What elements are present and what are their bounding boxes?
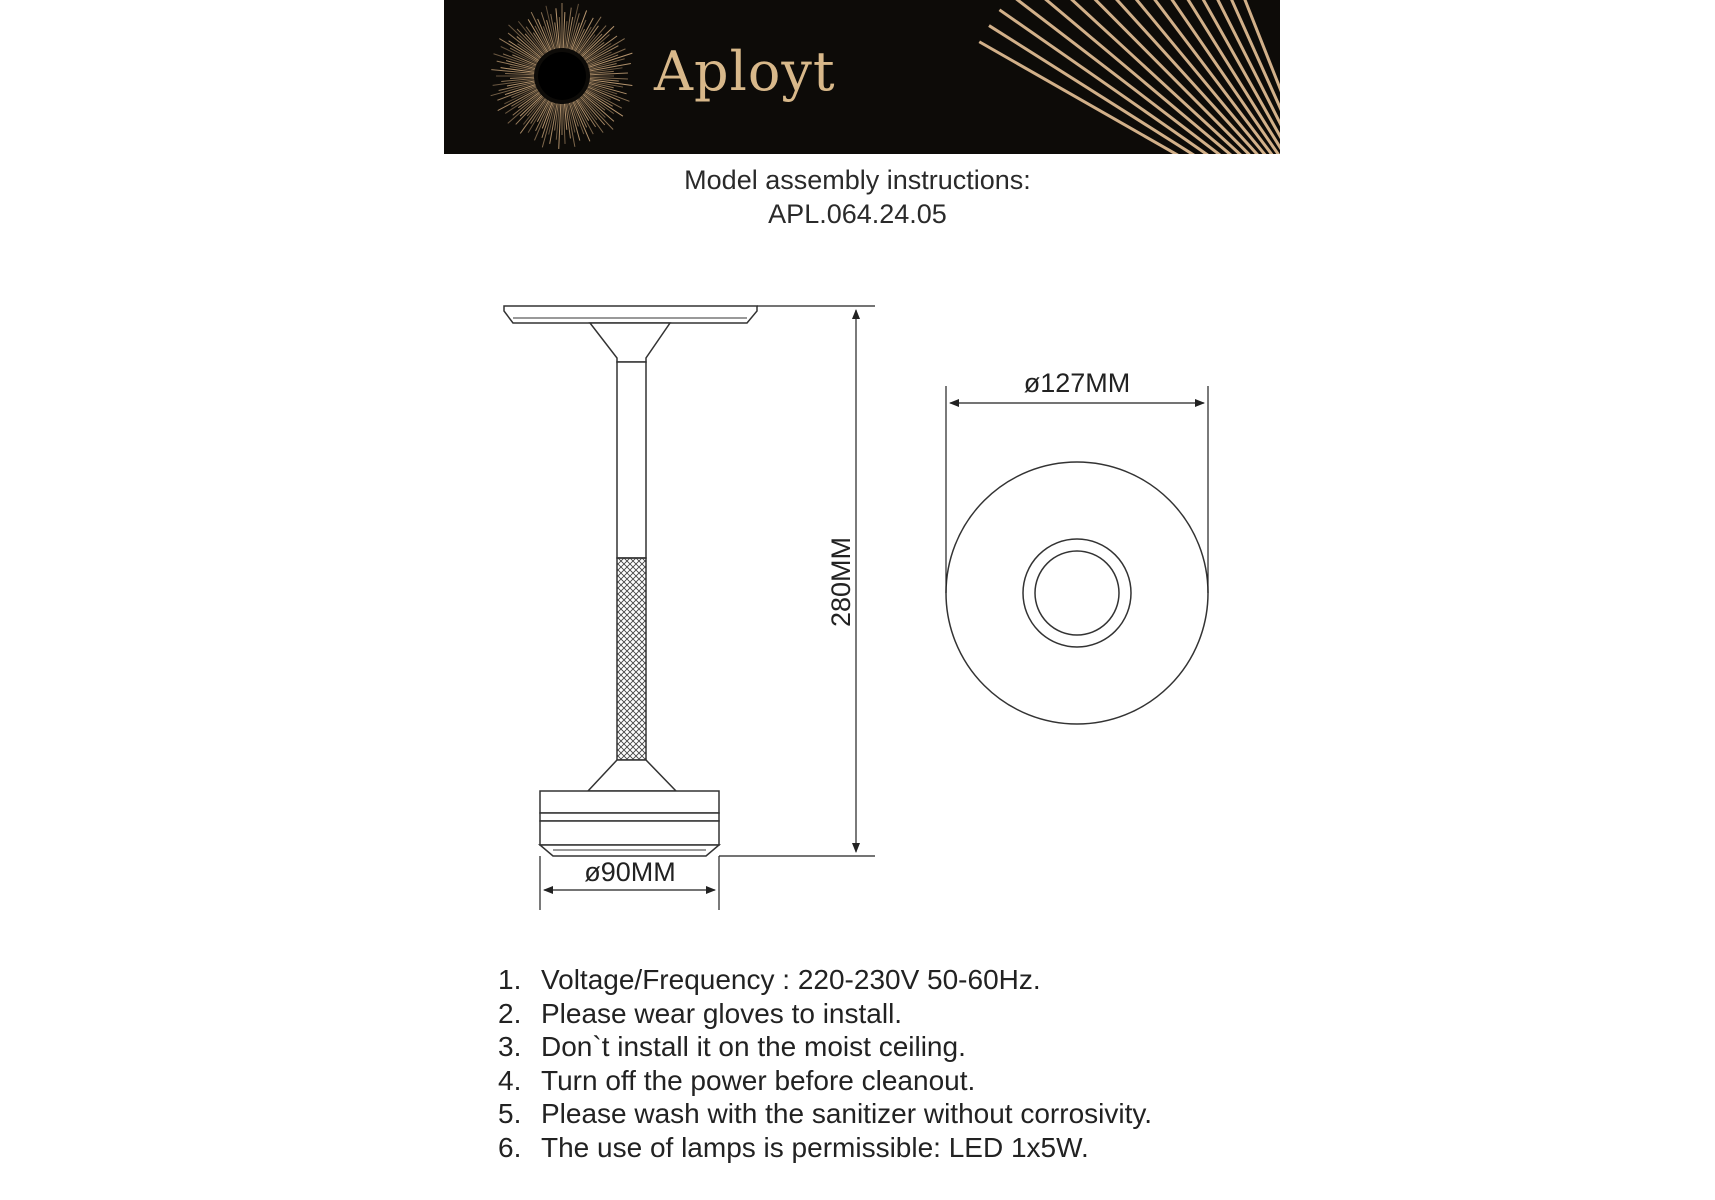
instructions-list (498, 963, 1152, 1164)
top-diameter-dimension (946, 386, 1208, 593)
height-label: 280MM (826, 536, 856, 628)
top-diameter-label: ø127MM (1023, 368, 1131, 398)
brand-name: Aployt (654, 40, 836, 103)
list-item: 5. Please wash with the sanitizer without corrosivity. (498, 1098, 1153, 1129)
model-number: APL.064.24.05 (768, 199, 947, 229)
lamp-top-view (946, 462, 1208, 724)
title-line-1: Model assembly instructions: (684, 165, 1031, 195)
list-item: 4. Turn off the power before cleanout. (498, 1064, 976, 1096)
list-item: 1. Voltage/Frequency : 220-230V 50-60Hz. (498, 964, 1041, 995)
list-item: 2. Please wear gloves to install. (498, 997, 903, 1029)
lamp-side-view (504, 306, 757, 856)
list-item: 6. The use of lamps is permissible: LED 1x5W. (498, 1131, 1089, 1163)
list-item: 3. Don`t install it on the moist ceiling. (498, 1031, 966, 1062)
base-diameter-label: ø90MM (584, 857, 676, 887)
